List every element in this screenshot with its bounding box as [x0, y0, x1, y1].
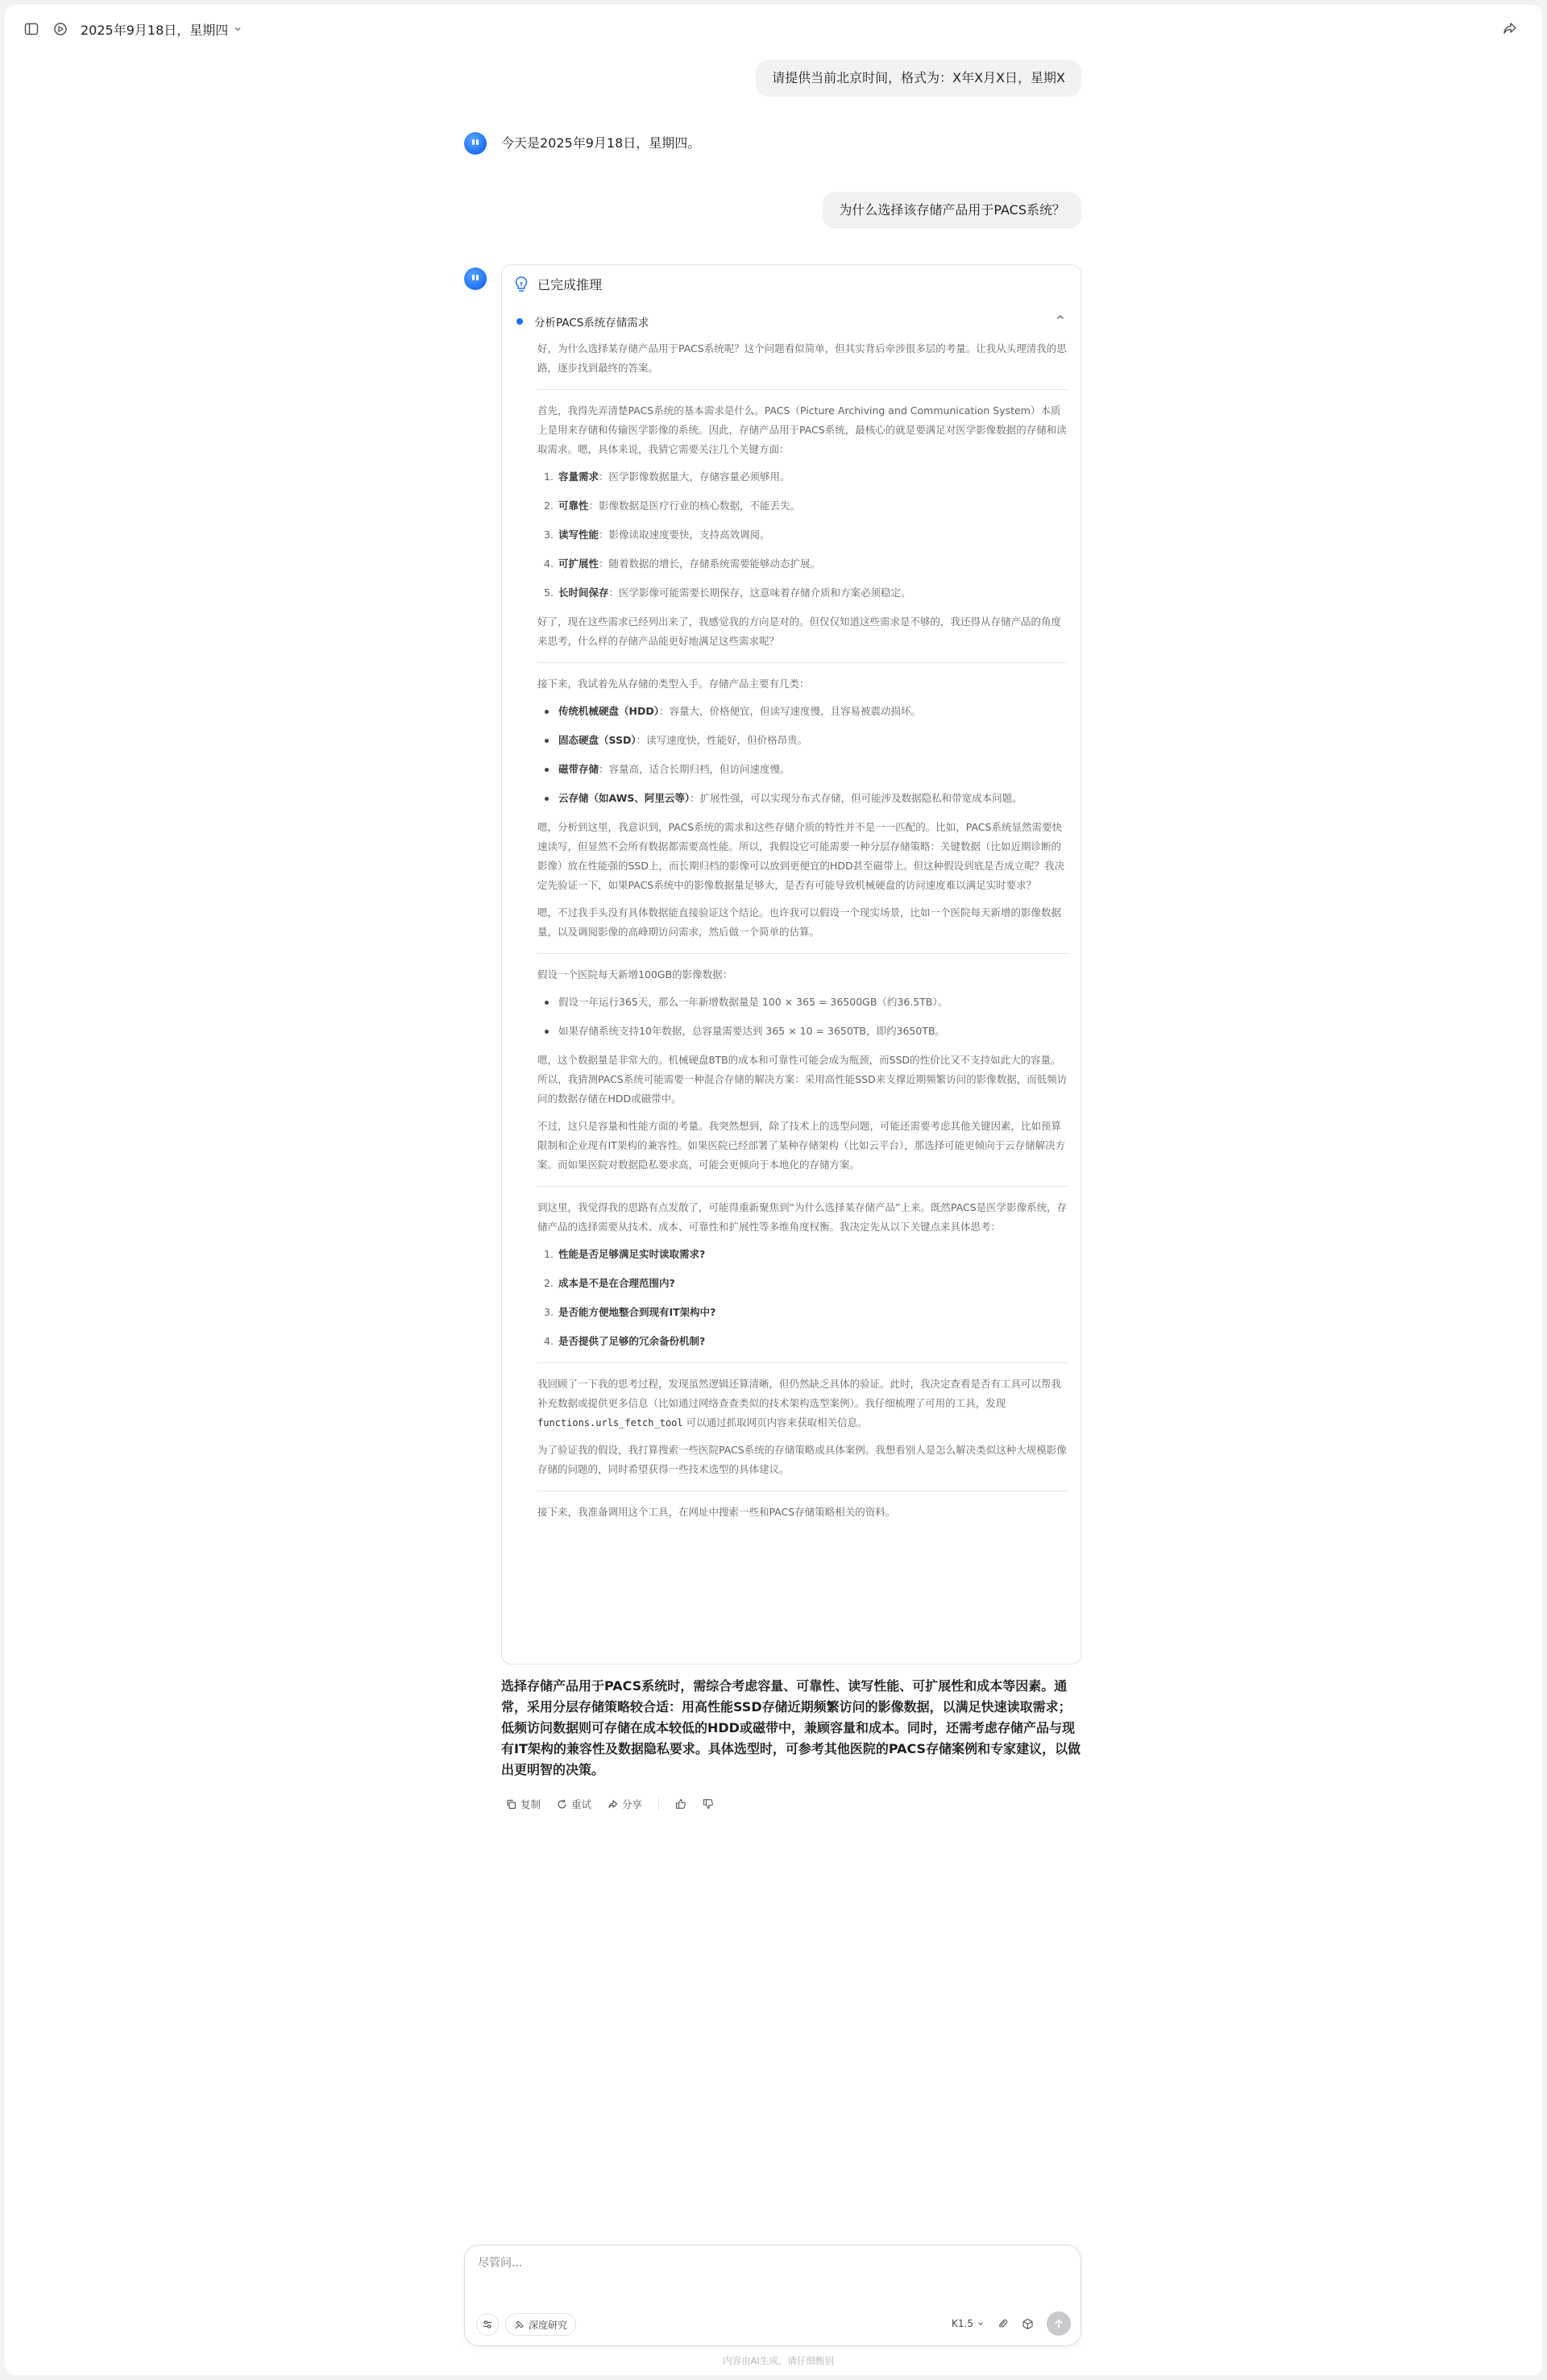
list-item	[537, 496, 1068, 516]
list-item	[537, 554, 1068, 574]
share-icon	[608, 1799, 618, 1810]
divider	[658, 1798, 659, 1810]
item-label: 可扩展性	[558, 558, 599, 570]
share-message-button[interactable]	[608, 1797, 642, 1811]
model-label: K1.5	[952, 2318, 973, 2329]
item-text: ：容量高，适合长期归档，但访问速度慢。	[599, 763, 790, 775]
retry-button[interactable]	[557, 1797, 591, 1811]
message-input[interactable]	[478, 2257, 961, 2270]
list-item	[537, 760, 1068, 779]
composer-tools-left	[476, 2313, 576, 2336]
item-text: ：医学影像数据量大，存储容量必须够用。	[599, 471, 790, 483]
item-number: 3.	[544, 529, 554, 541]
thumbs-up-icon	[675, 1798, 686, 1810]
assistant-message: 今天是2025年9月18日，星期四。	[501, 135, 701, 151]
paperclip-icon	[997, 2318, 1009, 2329]
reasoning-paragraph: 嗯，分析到这里，我意识到，PACS系统的需求和这些存储介质的特性并不是一一匹配的。比如，PACS系统显然需要快速读写，但显然不会所有数据都需要高性能。所以，我假设它可能需要一种分层存储策略：关键数据（比如近期诊断的影像）放在性能强的SSD上，而长期归档的影像可以放到更便宜的HDD甚至磁带上。但这种假设到底是否成立呢？我决定先验证一下，如果PACS系统中的影像数据量足够大，是否有可能导致机械硬盘的访问速度难以满足实时要求？	[537, 821, 1065, 891]
reasoning-paragraph: 不过，这只是容量和性能方面的考量。我突然想到，除了技术上的选型问题，可能还需要考虑其他关键因素，比如预算限制和企业现有IT架构的兼容性。如果医院已经部署了某种存储架构（比如云平台），那选择可能更倾向于云存储解决方案。而如果医院对数据隐私要求高，可能会更倾向于本地化的存储方案。	[537, 1120, 1066, 1171]
chevron-up-icon[interactable]	[1055, 312, 1066, 323]
send-button[interactable]	[1047, 2312, 1071, 2336]
reasoning-panel	[501, 264, 1081, 1665]
list-item	[537, 467, 1068, 487]
user-message-row	[464, 192, 1081, 232]
item-label: 磁带存储	[558, 763, 599, 775]
item-label: 容量需求	[558, 471, 599, 483]
list-item: 假设一年运行365天，那么一年新增数据量是 100 × 365 = 36500GB（约36.5TB）。	[537, 993, 1068, 1012]
divider	[537, 1362, 1068, 1363]
chevron-down-icon	[233, 24, 243, 34]
deep-research-button[interactable]	[505, 2313, 576, 2336]
share-label: 分享	[622, 1798, 643, 1810]
item-number: 1.	[544, 471, 554, 483]
copy-icon	[506, 1799, 516, 1810]
retry-label: 重试	[571, 1798, 592, 1810]
step-dot	[516, 318, 523, 325]
list-item	[537, 789, 1068, 808]
assistant-avatar	[464, 132, 487, 155]
tools-button[interactable]	[476, 2313, 499, 2336]
model-selector[interactable]	[952, 2318, 985, 2329]
reasoning-paragraph: 好了，现在这些需求已经列出来了，我感觉我的方向是对的。但仅仅知道这些需求是不够的，我还得从存储产品的角度来思考，什么样的存储产品能更好地满足这些需求呢？	[537, 616, 1062, 647]
copy-label: 复制	[521, 1798, 541, 1810]
reasoning-paragraph: 嗯，不过我手头没有具体数据能直接验证这个结论。也许我可以假设一个现实场景，比如一个医院每天新增的影像数据量，以及调阅影像的高峰期访问需求，然后做一个简单的估算。	[537, 906, 1062, 938]
item-text: ：影像读取速度要快，支持高效调阅。	[599, 529, 770, 541]
reasoning-paragraph: 首先，我得先弄清楚PACS系统的基本需求是什么。PACS（Picture Archiving and Communication System）本质上是用来存储和传输医学影像的系统。因此，存储产品用于PACS系统，最核心的就是要满足对医学影像数据的存储和读取需求。嗯，具体来说，我猜它需要关注几个关键方面：	[537, 404, 1067, 455]
reasoning-status: 已完成推理	[537, 277, 603, 292]
requirements-list	[537, 467, 1068, 603]
list-item	[537, 702, 1068, 721]
item-text: ：影像数据是医疗行业的核心数据，不能丢失。	[588, 500, 801, 512]
divider	[537, 1186, 1068, 1187]
attachment-button[interactable]	[997, 2318, 1009, 2329]
reasoning-paragraph: 假设一个医院每天新增100GB的影像数据：	[537, 968, 733, 981]
lightbulb-icon	[513, 276, 529, 293]
item-text: ：容量大，价格便宜，但读写速度慢，且容易被震动损坏。	[658, 705, 921, 717]
refresh-icon	[557, 1799, 567, 1810]
reasoning-paragraph: 接下来，我准备调用这个工具，在网址中搜索一些和PACS存储策略相关的资料。	[537, 1506, 896, 1518]
reasoning-paragraph: 为了验证我的假设，我打算搜索一些医院PACS系统的存储策略或具体案例。我想看别人是怎么解决类似这种大规模影像存储的问题的，同时希望获得一些技术选型的具体建议。	[537, 1444, 1067, 1475]
chevron-down-icon	[977, 2320, 985, 2328]
reasoning-paragraph: 好，为什么选择某存储产品用于PACS系统呢？这个问题看似简单，但其实背后牵涉很多层的考量。让我从头理清我的思路，逐步找到最终的答案。	[537, 342, 1067, 374]
item-text: ：医学影像可能需要长期保存，这意味着存储介质和方案必须稳定。	[608, 587, 911, 599]
list-item	[537, 1245, 1068, 1264]
divider	[537, 953, 1068, 954]
item-label: 成本是不是在合理范围内?	[558, 1277, 675, 1289]
assistant-answer: 选择存储产品用于PACS系统时，需综合考虑容量、可靠性、读写性能、可扩展性和成本等因素。通常，采用分层存储策略较合适：用高性能SSD存储近期频繁访问的影像数据，以满足快速读取需求；低频访问数据则可存储在成本较低的HDD或磁带中，兼顾容量和成本。同时，还需考虑存储产品与现有IT架构的兼容性及数据隐私要求。具体选型时，可参考其他医院的PACS存储案例和专家建议，以做出更明智的决策。	[501, 1678, 1081, 1777]
reasoning-paragraph	[537, 1375, 1068, 1433]
dislike-button[interactable]	[703, 1798, 714, 1810]
sliders-icon	[482, 2319, 493, 2330]
cube-icon	[1022, 2318, 1034, 2330]
item-label: 是否能方便地整合到现有IT架构中?	[558, 1306, 716, 1318]
list-item	[537, 731, 1068, 750]
tool-name: functions.urls_fetch_tool	[537, 1417, 683, 1428]
thumbs-down-icon	[703, 1798, 714, 1810]
item-label: 云存储（如AWS、阿里云等）	[558, 792, 691, 804]
top-bar	[5, 5, 1542, 53]
step-title: 分析PACS系统存储需求	[534, 317, 649, 330]
calculation-list	[537, 993, 1068, 1041]
item-label: 读写性能	[558, 529, 599, 541]
paragraph-text: 可以通过抓取网页内容来获取相关信息。	[686, 1416, 868, 1428]
assistant-message-row	[464, 261, 1081, 1824]
assistant-avatar	[464, 267, 487, 290]
item-text: ：扩展性强，可以实现分布式存储，但可能涉及数据隐私和带宽成本问题。	[690, 792, 1022, 804]
item-number: 4.	[544, 558, 554, 570]
new-chat-icon[interactable]	[52, 20, 69, 38]
assistant-message-row	[464, 129, 1081, 161]
message-actions	[506, 1797, 714, 1811]
copy-button[interactable]	[506, 1797, 541, 1811]
list-item	[537, 1303, 1068, 1322]
item-number: 4.	[544, 1335, 554, 1347]
item-text: ：随着数据的增长，存储系统需要能够动态扩展。	[599, 558, 821, 570]
chat-title[interactable]	[81, 20, 243, 39]
list-item: 如果存储系统支持10年数据，总容量需要达到 365 × 10 = 3650TB，即约3650TB。	[537, 1022, 1068, 1041]
reasoning-paragraph: 接下来，我试着先从存储的类型入手。存储产品主要有几类：	[537, 678, 810, 690]
item-text: ：读写速度快，性能好，但价格昂贵。	[636, 734, 808, 746]
reasoning-paragraph: 嗯，这个数据量是非常大的。机械硬盘8TB的成本和可靠性可能会成为瓶颈，而SSD的性价比又不支持如此大的容量。所以，我猜测PACS系统可能需要一种混合存储的解决方案：采用高性能SSD来支撑近期频繁访问的影像数据，而低频访问的数据存储在HDD或磁带中。	[537, 1054, 1068, 1105]
item-number: 1.	[544, 1248, 554, 1260]
item-label: 长时间保存	[558, 587, 609, 599]
sidebar-toggle-icon[interactable]	[23, 20, 40, 38]
item-number: 2.	[544, 500, 554, 512]
list-item	[537, 1274, 1068, 1293]
divider	[537, 389, 1068, 390]
cube-button[interactable]	[1022, 2318, 1034, 2330]
reasoning-body	[537, 339, 1068, 1530]
user-message-row	[464, 60, 1081, 100]
list-item	[537, 525, 1068, 545]
item-label: 固态硬盘（SSD）	[558, 734, 637, 746]
item-label: 性能是否足够满足实时读取需求?	[558, 1248, 706, 1260]
reasoning-paragraph: 到这里，我觉得我的思路有点发散了，可能得重新聚焦到“为什么选择某存储产品”上来。既然PACS是医学影像系统，存储产品的选择需要从技术、成本、可靠性和扩展性等多维角度权衡。我决定先从以下关键点来具体思考：	[537, 1201, 1068, 1233]
paragraph-text: 我回顾了一下我的思考过程，发现虽然逻辑还算清晰，但仍然缺乏具体的验证。此时，我决定查看是否有工具可以帮我补充数据或提供更多信息（比如通过网络查查类似的技术架构选型案例）。我仔细梳理了可用的工具，发现	[537, 1378, 1062, 1409]
list-item	[537, 583, 1068, 603]
like-button[interactable]	[675, 1798, 686, 1810]
composer-tools-right	[952, 2312, 1071, 2336]
user-message: 请提供当前北京时间，格式为：X年X月X日，星期X	[756, 60, 1081, 97]
item-label: 是否提供了足够的冗余备份机制?	[558, 1335, 706, 1347]
arrow-up-icon	[1053, 2318, 1064, 2329]
divider	[537, 662, 1068, 663]
message-composer	[464, 2245, 1081, 2346]
app-window	[5, 5, 1542, 2375]
list-item	[537, 1332, 1068, 1351]
item-label: 可靠性	[558, 500, 589, 512]
research-icon	[514, 2320, 525, 2330]
item-number: 2.	[544, 1277, 554, 1289]
reasoning-step-header[interactable]	[516, 313, 1066, 330]
item-number: 5.	[544, 587, 554, 599]
deep-research-label: 深度研究	[529, 2319, 568, 2331]
chat-title-text: 2025年9月18日，星期四	[81, 22, 229, 38]
storage-types-list	[537, 702, 1068, 808]
item-number: 3.	[544, 1306, 554, 1318]
key-points-list	[537, 1245, 1068, 1351]
reasoning-header[interactable]	[513, 275, 602, 293]
item-label: 传统机械硬盘（HDD）	[558, 705, 659, 717]
share-icon[interactable]	[1502, 20, 1518, 36]
disclaimer: 内容由AI生成，请仔细甄别	[723, 2355, 834, 2366]
user-message: 为什么选择该存储产品用于PACS系统？	[823, 192, 1081, 229]
